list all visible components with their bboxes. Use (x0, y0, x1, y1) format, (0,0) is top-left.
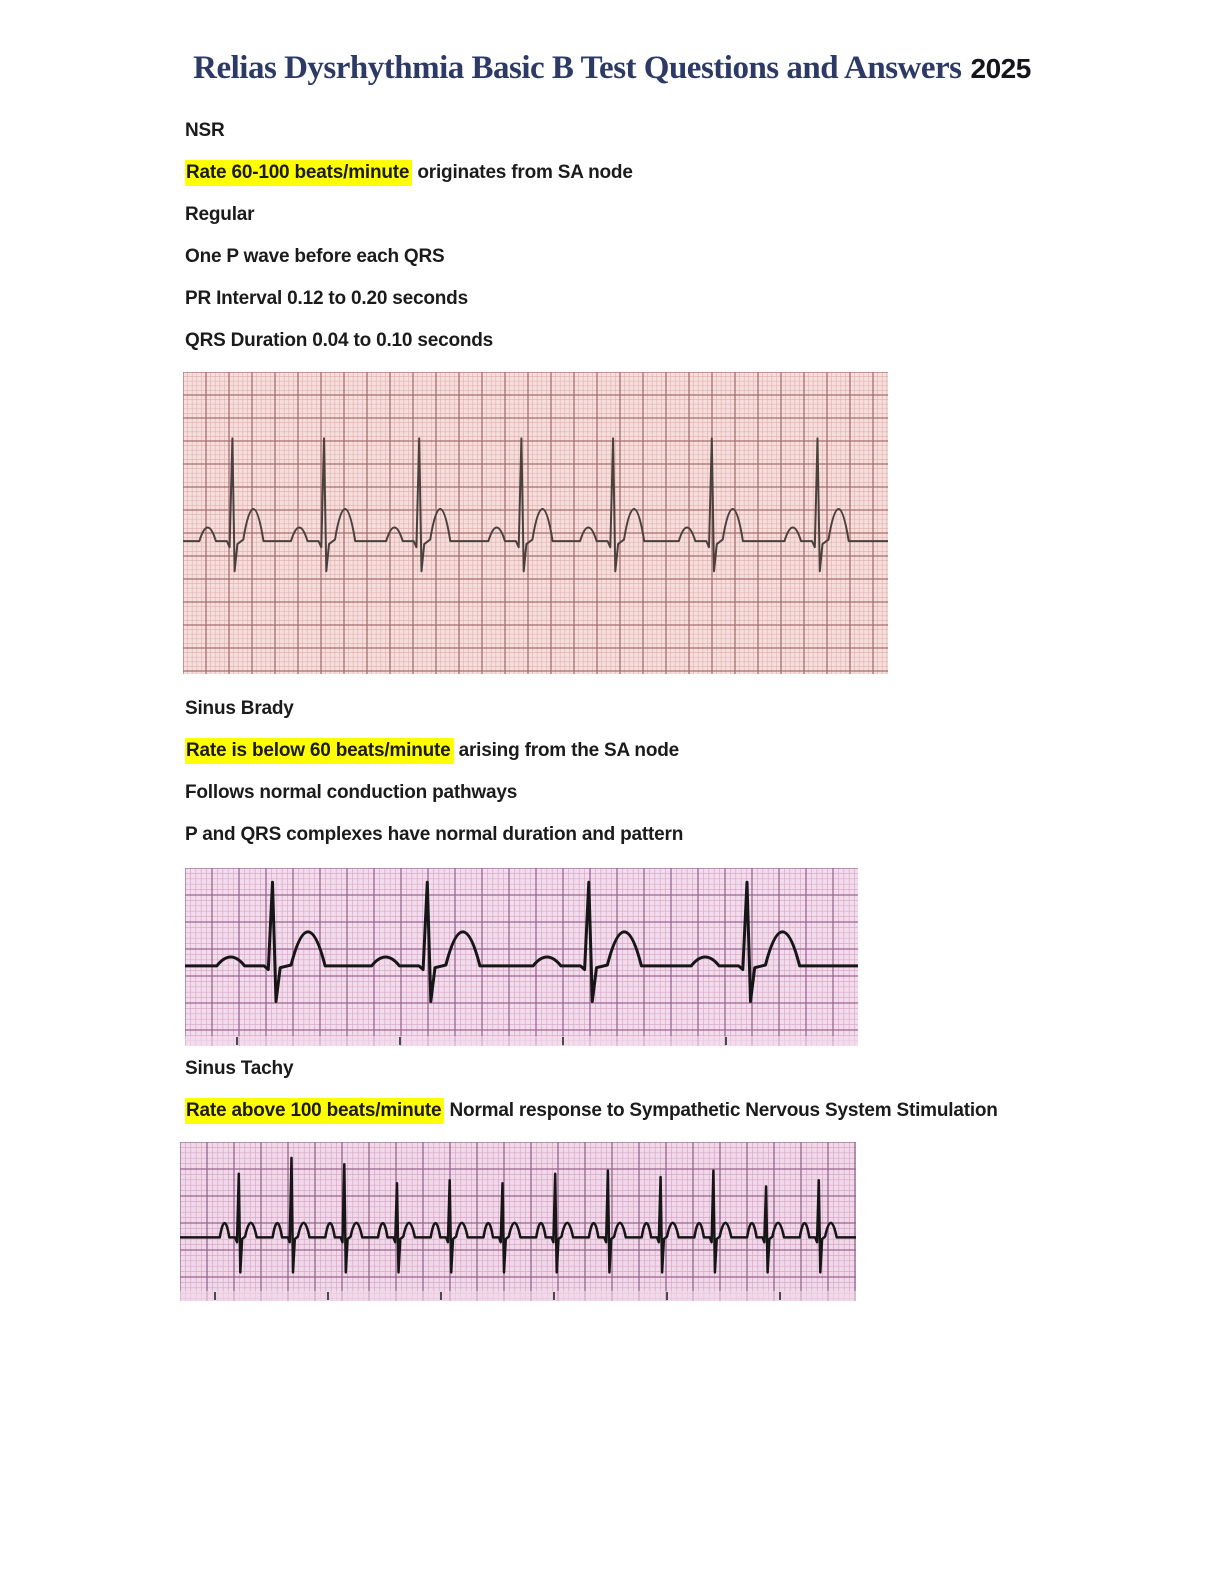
ecg-strip-normal-sinus-rhythm (183, 372, 888, 674)
ecg-strip-sinus-tachycardia (180, 1142, 856, 1301)
text-line (185, 162, 998, 184)
text-line: P and QRS complexes have normal duration and pattern (185, 824, 684, 845)
text-line (185, 1100, 998, 1122)
section-heading-nsr: NSR (185, 120, 225, 141)
page-title (0, 50, 1224, 87)
page-title-year: 2025 (970, 53, 1031, 84)
highlighted-text: Rate is below 60 beats/minute (185, 738, 454, 764)
text-line-rest: Normal response to Sympathetic Nervous System Stimulation (444, 1100, 998, 1121)
highlighted-text: Rate 60-100 beats/minute (185, 160, 412, 186)
text-line: Regular (185, 204, 255, 225)
section-heading-sinus-tachy: Sinus Tachy (185, 1058, 294, 1079)
highlighted-text: Rate above 100 beats/minute (185, 1098, 444, 1124)
text-line (185, 740, 998, 762)
document-body (185, 120, 998, 1301)
ecg-strip-sinus-bradycardia (185, 868, 858, 1046)
page-title-text: Relias Dysrhythmia Basic B Test Questions and Answers (193, 50, 962, 86)
text-line-rest: arising from the SA node (453, 740, 680, 761)
text-line: QRS Duration 0.04 to 0.10 seconds (185, 330, 494, 351)
document-header (0, 50, 1224, 87)
text-line: One P wave before each QRS (185, 246, 445, 267)
text-line: PR Interval 0.12 to 0.20 seconds (185, 288, 468, 309)
text-line: Follows normal conduction pathways (185, 782, 518, 803)
section-heading-sinus-brady: Sinus Brady (185, 698, 294, 719)
text-line-rest: originates from SA node (412, 162, 633, 183)
